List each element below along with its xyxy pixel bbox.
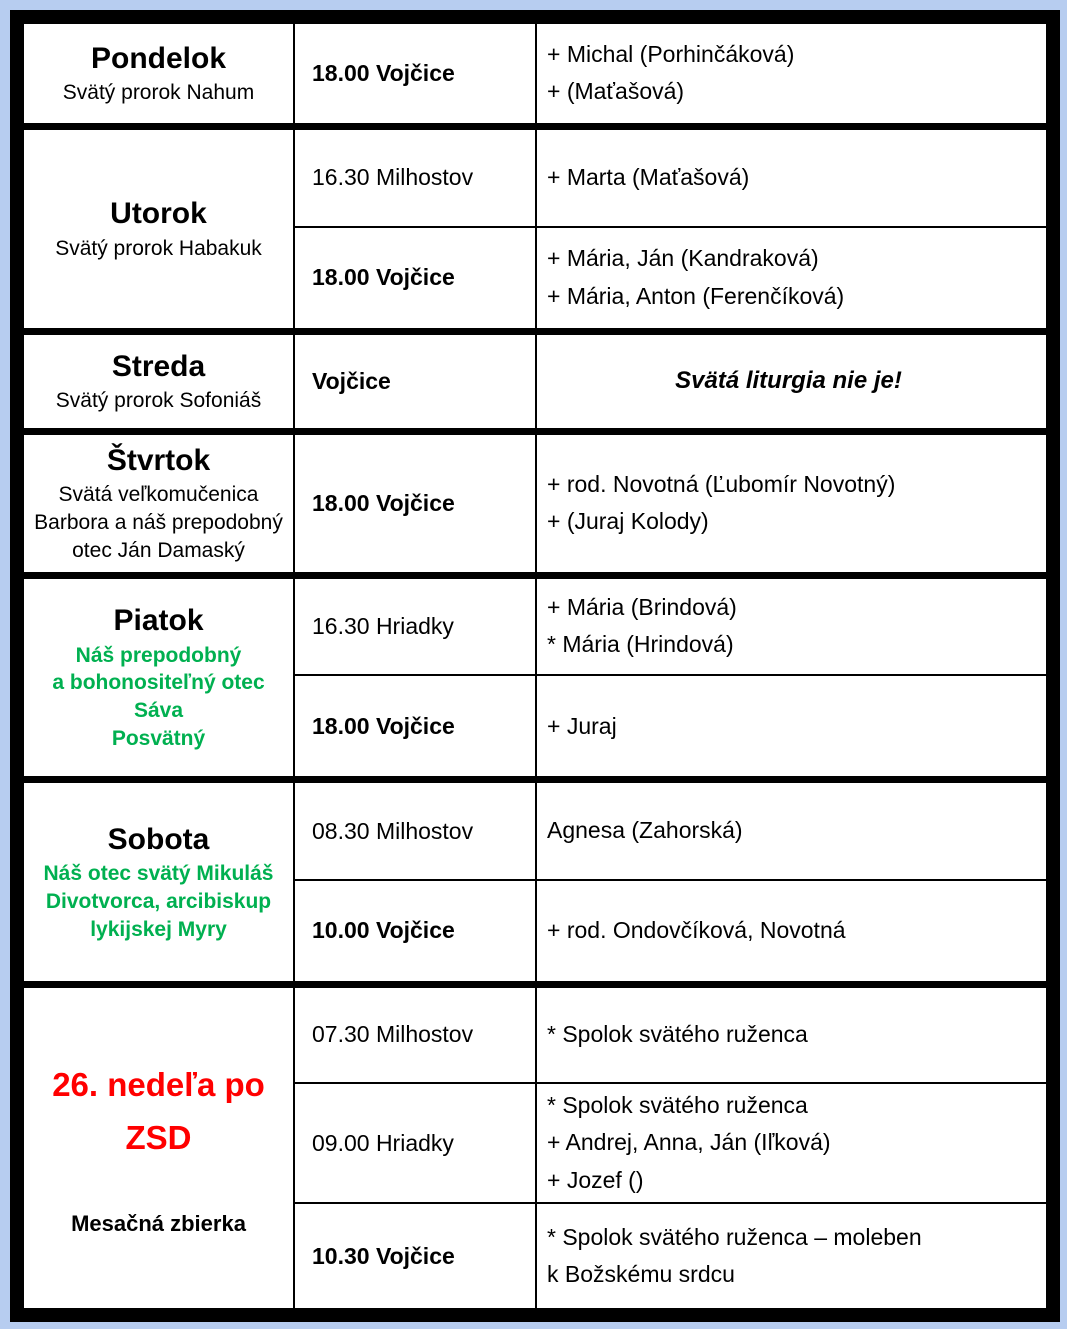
schedule-table <box>24 24 1046 1308</box>
day-subtitle-line: otec Ján Damaský <box>72 538 245 562</box>
schedule-body <box>24 24 1046 1308</box>
intention-line: + Michal (Porhinčáková) <box>547 41 795 68</box>
intention-line: * Spolok svätého ruženca <box>547 1021 808 1048</box>
service-intentions-cell <box>536 880 1046 984</box>
service-time-cell: 10.30 Vojčice <box>294 1203 536 1308</box>
service-intentions-cell <box>536 1083 1046 1204</box>
day-title <box>32 821 285 859</box>
day-subtitle-line: Barbora a náš prepodobný <box>34 511 283 535</box>
day-subtitle-line: lykijskej Myry <box>90 917 227 941</box>
day-subtitle-line: Divotvorca, arcibiskup <box>45 889 272 913</box>
intention-line: + (Juraj Kolody) <box>547 508 709 535</box>
service-intentions-cell <box>536 1203 1046 1308</box>
intention-line: + Mária, Anton (Ferenčíková) <box>547 282 845 309</box>
service-intentions-cell <box>536 24 1046 126</box>
day-row-piatok <box>24 575 1046 675</box>
day-subtitle-line: Svätá veľkomučenica <box>58 483 259 507</box>
day-subtitle <box>32 481 285 564</box>
service-time-cell: 16.30 Milhostov <box>294 126 536 226</box>
intention-line: * Spolok svätého ruženca <box>547 1092 808 1119</box>
day-title-line: Piatok <box>113 604 204 638</box>
day-cell-piatok <box>24 575 294 780</box>
day-note: Mesačná zbierka <box>71 1210 246 1236</box>
service-intentions-cell <box>536 126 1046 226</box>
day-subtitle <box>32 860 285 943</box>
day-title <box>32 442 285 480</box>
intention-line: k Božskému srdcu <box>547 1261 735 1288</box>
day-subtitle-line: Svätý prorok Nahum <box>62 81 255 105</box>
day-title <box>32 602 285 640</box>
service-intentions-cell <box>536 575 1046 675</box>
service-time-cell: 16.30 Hriadky <box>294 575 536 675</box>
day-row-utorok <box>24 126 1046 226</box>
intention-line: + Marta (Maťašová) <box>547 164 750 191</box>
day-title <box>32 195 285 233</box>
day-cell-pondelok <box>24 24 294 126</box>
service-time-cell: Vojčice <box>294 331 536 431</box>
intention-line: * Mária (Hrindová) <box>547 631 734 658</box>
day-subtitle-line: Svätý prorok Sofoniáš <box>55 389 262 413</box>
day-row-pondelok <box>24 24 1046 126</box>
day-row-sobota <box>24 780 1046 880</box>
day-subtitle <box>32 79 285 107</box>
service-time-cell: 07.30 Milhostov <box>294 984 536 1082</box>
day-title <box>32 1059 285 1165</box>
intention-line: + Jozef () <box>547 1166 644 1193</box>
service-time-cell: 18.00 Vojčice <box>294 431 536 575</box>
day-subtitle <box>32 387 285 415</box>
intention-line: + Mária, Ján (Kandraková) <box>547 245 819 272</box>
day-cell-utorok <box>24 126 294 331</box>
no-liturgy-notice-cell <box>536 331 1046 431</box>
service-intentions-cell <box>536 431 1046 575</box>
day-subtitle <box>32 235 285 263</box>
service-time-cell: 10.00 Vojčice <box>294 880 536 984</box>
day-title-line: Utorok <box>110 197 207 231</box>
day-cell-nedela <box>24 984 294 1308</box>
day-subtitle-line: Svätý prorok Habakuk <box>55 236 262 260</box>
day-cell-sobota <box>24 780 294 985</box>
day-subtitle <box>32 642 285 753</box>
service-intentions-cell <box>536 227 1046 331</box>
day-title <box>32 40 285 78</box>
intention-line: * Spolok svätého ruženca – moleben <box>547 1223 922 1250</box>
day-subtitle-line: Náš prepodobný <box>75 643 242 667</box>
day-cell-streda <box>24 331 294 431</box>
day-title-line: Streda <box>111 349 206 383</box>
intention-line: + Mária (Brindová) <box>547 594 737 621</box>
intention-line: + Andrej, Anna, Ján (Iľková) <box>547 1129 831 1156</box>
service-intentions-cell <box>536 984 1046 1082</box>
intention-line: + rod. Ondovčíková, Novotná <box>547 917 846 944</box>
day-subtitle-line: a bohonositeľný otec Sáva <box>52 671 265 723</box>
intention-line: + (Maťašová) <box>547 78 685 105</box>
service-time-cell: 18.00 Vojčice <box>294 675 536 779</box>
document-frame <box>10 10 1060 1322</box>
day-title-line: Sobota <box>107 822 210 856</box>
service-time-cell: 18.00 Vojčice <box>294 24 536 126</box>
day-row-streda <box>24 331 1046 431</box>
service-intentions-cell <box>536 780 1046 880</box>
intention-line: + rod. Novotná (Ľubomír Novotný) <box>547 470 896 497</box>
day-row-nedela <box>24 984 1046 1082</box>
service-time-cell: 09.00 Hriadky <box>294 1083 536 1204</box>
day-title-line: ZSD <box>125 1118 192 1156</box>
day-row-stvrtok <box>24 431 1046 575</box>
day-title <box>32 348 285 386</box>
intention-line: Agnesa (Zahorská) <box>547 817 743 844</box>
service-time-cell: 08.30 Milhostov <box>294 780 536 880</box>
day-title-line: Pondelok <box>90 41 226 75</box>
service-time-cell: 18.00 Vojčice <box>294 227 536 331</box>
intention-line: + Juraj <box>547 712 617 739</box>
service-intentions-cell <box>536 675 1046 779</box>
day-title-line: 26. nedeľa po <box>52 1066 265 1104</box>
intention-line: Svätá liturgia nie je! <box>675 366 902 394</box>
day-subtitle-line: Posvätný <box>111 726 206 750</box>
day-subtitle-line: Náš otec svätý Mikuláš <box>43 862 274 886</box>
day-title-line: Štvrtok <box>106 443 211 477</box>
day-cell-stvrtok <box>24 431 294 575</box>
